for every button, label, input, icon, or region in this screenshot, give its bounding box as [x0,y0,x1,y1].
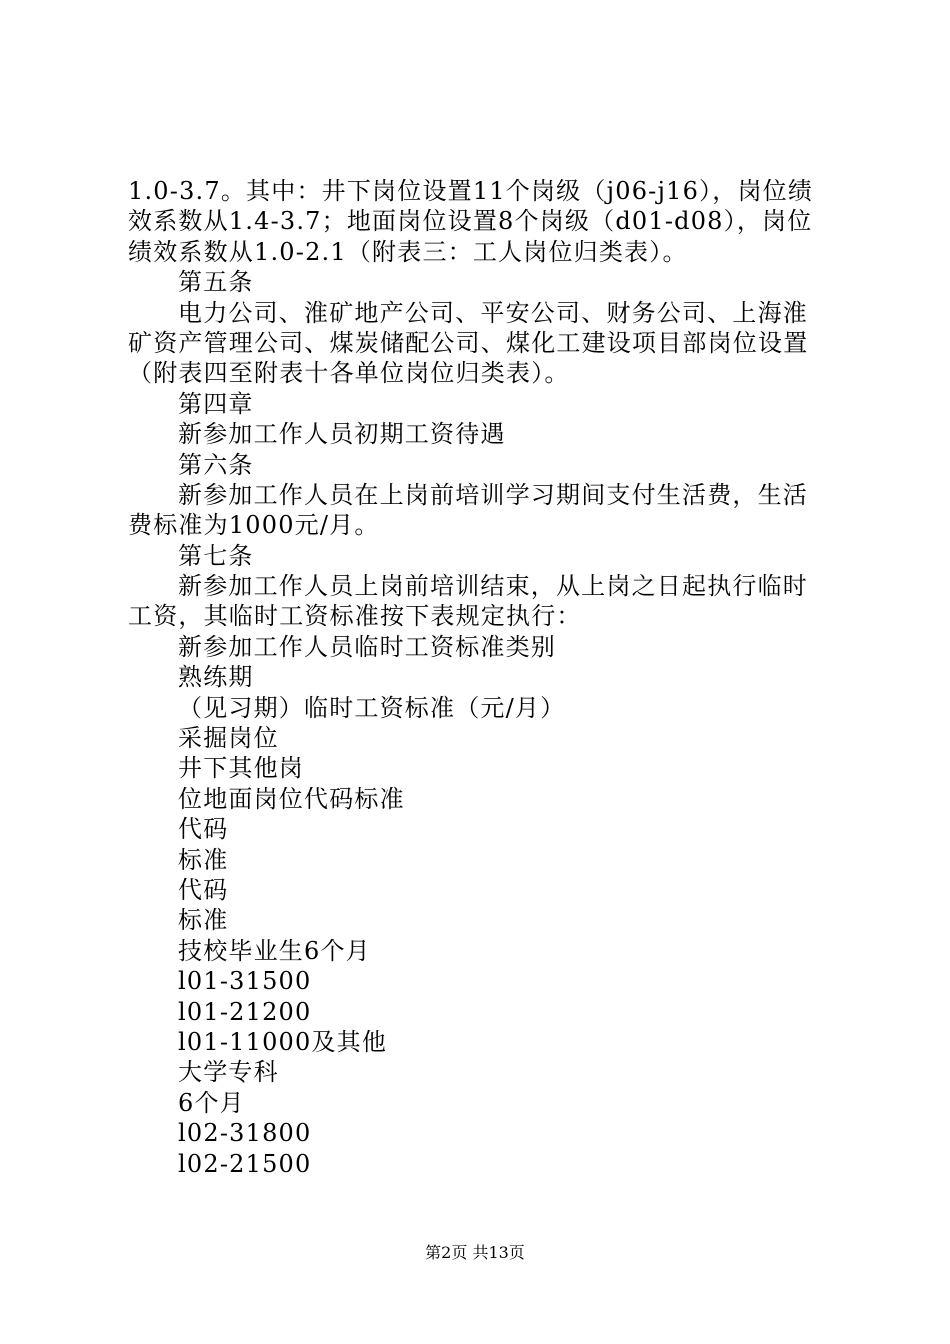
paragraph-line: 电力公司、淮矿地产公司、平安公司、财务公司、上海淮 [178,298,808,327]
table-text-line: l02-21500 [178,1149,312,1178]
table-text-line: 大学专科 [178,1058,279,1087]
table-text-line: 技校毕业生6个月 [178,936,371,965]
table-text-line: 标准 [178,906,229,935]
article-heading: 第五条 [178,268,254,297]
paragraph-line: 效系数从1.4-3.7；地面岗位设置8个岗级（d01-d08），岗位 [128,207,813,236]
table-text-line: 采掘岗位 [178,724,279,753]
paragraph-line: 工资，其临时工资标准按下表规定执行： [128,602,582,631]
table-text-line: l01-11000及其他 [178,1027,388,1056]
paragraph-line: （附表四至附表十各单位岗位归类表）。 [128,359,570,388]
table-text-line: （见习期）临时工资标准（元/月） [178,693,566,722]
table-text-line: 井下其他岗 [178,754,304,783]
table-text-line: 6个月 [178,1088,245,1117]
chapter-title: 新参加工作人员初期工资待遇 [178,420,506,449]
table-text-line: l01-21200 [178,997,312,1026]
table-text-line: 熟练期 [178,663,254,692]
table-text-line: 代码 [178,875,229,904]
paragraph-line: 新参加工作人员在上岗前培训学习期间支付生活费，生活 [178,480,808,509]
document-body [128,176,834,1179]
table-text-line: 新参加工作人员临时工资标准类别 [178,632,556,661]
table-text-line: l01-31500 [178,967,312,996]
paragraph-line: 1.0-3.7。其中：井下岗位设置11个岗级（j06-j16），岗位绩 [128,177,814,205]
article-heading: 第七条 [178,541,254,570]
paragraph-line: 绩效系数从1.0-2.1（附表三：工人岗位归类表）。 [128,237,688,266]
article-heading: 第六条 [178,450,254,479]
table-text-line: 代码 [178,815,229,844]
page-number-footer: 第2页 共13页 [425,1243,525,1262]
paragraph-line: 费标准为1000元/月。 [128,511,380,540]
paragraph-line: 矿资产管理公司、煤炭储配公司、煤化工建设项目部岗位设置 [128,328,809,357]
table-text-line: 位地面岗位代码标准 [178,784,405,813]
chapter-heading: 第四章 [178,389,254,418]
paragraph-line: 新参加工作人员上岗前培训结束，从上岗之日起执行临时 [178,572,808,601]
table-text-line: 标准 [178,845,229,874]
table-text-line: l02-31800 [178,1119,312,1148]
